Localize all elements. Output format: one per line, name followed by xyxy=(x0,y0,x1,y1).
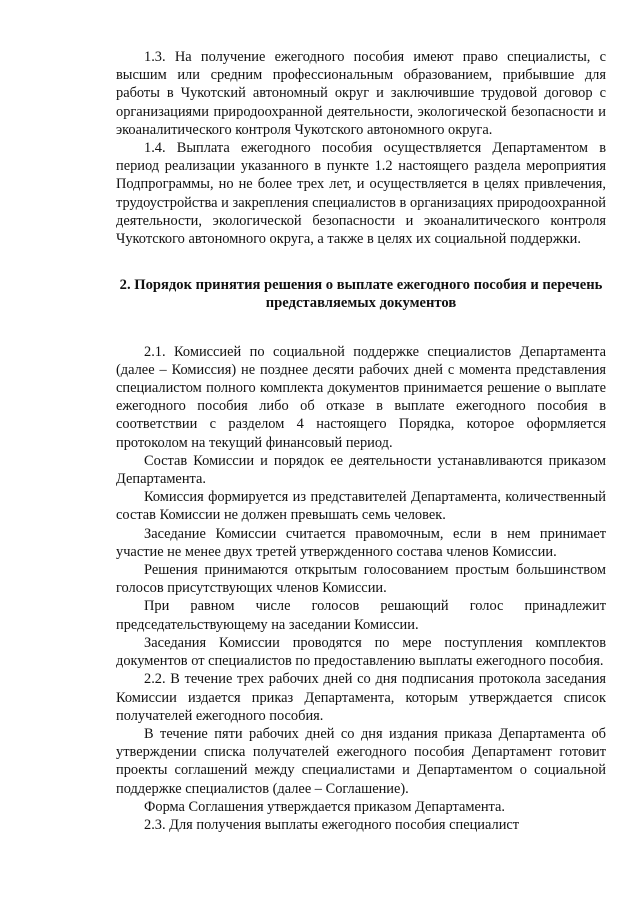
paragraph-commission-composition: Состав Комиссии и порядок ее деятельности устанавливаются приказом Департамента. xyxy=(116,452,606,488)
paragraph-2-2: 2.2. В течение трех рабочих дней со дня подписания протокола заседания Комиссии издается приказ Департамента, которым утверждается список получателей ежегодного пособия. xyxy=(116,671,606,724)
paragraph-voting: Решения принимаются открытым голосованием простым большинством голосов присутствующих членов Комиссии. xyxy=(116,562,606,597)
paragraph-quorum: Заседание Комиссии считается правомочным, если в нем принимает участие не менее двух третей утвержденного состава членов Комиссии. xyxy=(116,525,606,560)
paragraph-tie-vote: При равном числе голосов решающий голос принадлежит председательствующему на заседании Комиссии. xyxy=(116,598,606,633)
paragraph-commission-formation: Комиссия формируется из представителей Департамента, количественный состав Комиссии не должен превышать семь человек. xyxy=(116,489,606,524)
paragraph-agreement-form: Форма Соглашения утверждается приказом Департамента. xyxy=(144,798,505,815)
paragraph-1-3: 1.3. На получение ежегодного пособия имеют право специалисты, с высшим или средним профессиональным образованием, прибывшие для работы в Чукотский автономный округ и заключившие трудовой договор с организациями природоохранной деятельности, экологической безопасности и экоаналитического контроля Чукотского автономного округа. xyxy=(116,49,606,138)
paragraph-2-3: 2.3. Для получения выплаты ежегодного пособия специалист xyxy=(144,816,520,833)
paragraph-agreements: В течение пяти рабочих дней со дня издания приказа Департамента об утверждении списка получателей ежегодного пособия Департамент готовит проекты соглашений между специалистами и Департаментом о социальной поддержке специалистов (далее – Соглашение). xyxy=(116,725,606,797)
section-heading: 2. Порядок принятия решения о выплате ежегодного пособия и перечень представляемых документов xyxy=(119,277,603,312)
paragraph-2-1: 2.1. Комиссией по социальной поддержке специалистов Департамента (далее – Комиссия) не позднее десяти рабочих дней с момента представления специалистом полного комплекта документов принимается решение о выплате ежегодного пособия либо об отказе в выплате ежегодного пособия в соответствии с разделом 4 настоящего Порядка, которое оформляется протоколом на текущий финансовый период. xyxy=(116,343,606,451)
paragraph-meetings: Заседания Комиссии проводятся по мере поступления комплектов документов от специалистов по предоставлению выплаты ежегодного пособия. xyxy=(116,634,606,670)
paragraph-1-4: 1.4. Выплата ежегодного пособия осуществляется Департаментом в период реализации указанного в пункте 1.2 настоящего раздела мероприятия Подпрограммы, но не более трех лет, и осуществляется в целях привлечения, трудоустройства и закрепления специалистов в организациях природоохранной деятельности, экологической безопасности и экоаналитического контроля Чукотского автономного округа, а также в целях их социальной поддержки. xyxy=(116,140,606,248)
